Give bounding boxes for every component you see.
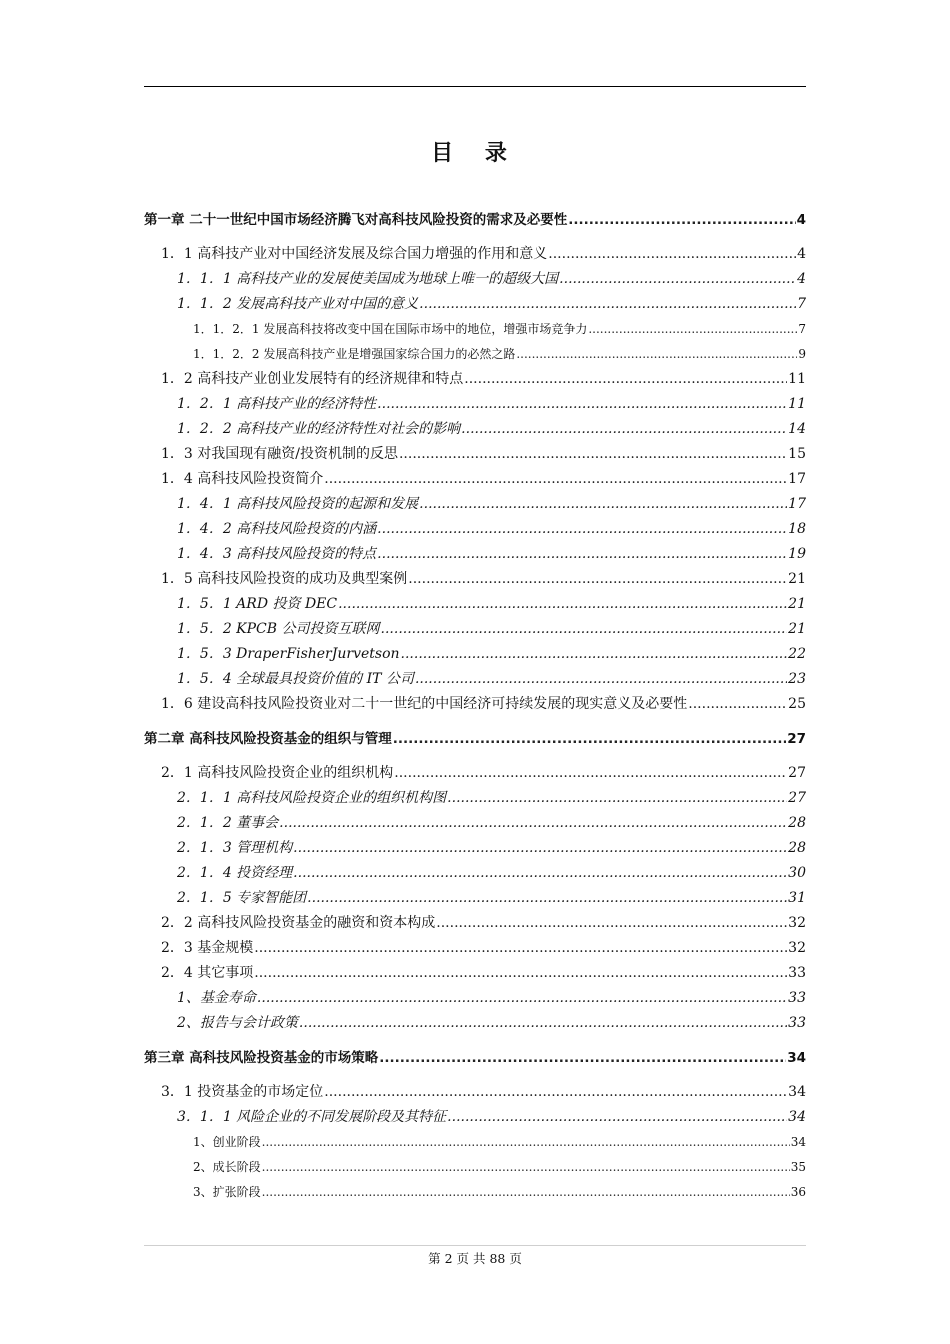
- toc-dot-leader: [377, 517, 787, 542]
- toc-entry-title: 第一章 二十一世纪中国市场经济腾飞对高科技风险投资的需求及必要性: [144, 212, 568, 228]
- toc-dot-leader: [338, 592, 787, 617]
- toc-entry[interactable]: [144, 1080, 806, 1105]
- toc-entry[interactable]: [144, 592, 806, 617]
- toc-page-number: 27: [788, 765, 806, 781]
- toc-page-number: 33: [788, 990, 806, 1006]
- toc-page-number: 33: [788, 965, 806, 981]
- toc-entry[interactable]: [144, 986, 806, 1011]
- toc-entry-title: 1．5．3 DraperFisherJurvetson: [177, 646, 400, 662]
- toc-entry-title: 1．5．4 全球最具投资价值的 IT 公司: [177, 671, 414, 687]
- toc-dot-leader: [408, 567, 787, 592]
- toc-page-number: 34: [788, 1084, 806, 1100]
- toc-entry[interactable]: [144, 1011, 806, 1036]
- toc-entry[interactable]: [144, 392, 806, 417]
- toc-page-number: 35: [790, 1160, 806, 1174]
- toc-entry[interactable]: [144, 811, 806, 836]
- toc-entry[interactable]: [144, 1180, 806, 1205]
- toc-dot-leader: [262, 1180, 790, 1205]
- toc-dot-leader: [254, 961, 787, 986]
- toc-entry[interactable]: [144, 1130, 806, 1155]
- toc-page-number: 11: [788, 396, 806, 412]
- toc-entry-title: 3．1．1 风险企业的不同发展阶段及其特征: [177, 1109, 447, 1125]
- toc-dot-leader: [415, 667, 787, 692]
- toc-entry[interactable]: [144, 1155, 806, 1180]
- toc-entry-title: 1．2 高科技产业创业发展特有的经济规律和特点: [161, 371, 464, 387]
- toc-entry-title: 1．5．2 KPCB 公司投资互联网: [177, 621, 380, 637]
- toc-entry-title: 1、基金寿命: [177, 990, 256, 1006]
- toc-entry[interactable]: [144, 517, 806, 542]
- toc-page-number: 11: [788, 371, 806, 387]
- toc-entry-title: 1．5 高科技风险投资的成功及典型案例: [161, 571, 408, 587]
- toc-page-number: 33: [788, 1015, 806, 1031]
- toc-entry-title: 1．3 对我国现有融资/投资机制的反思: [161, 446, 398, 462]
- toc-page-number: 9: [798, 347, 806, 361]
- toc-page-number: 32: [788, 915, 806, 931]
- toc-entry[interactable]: [144, 936, 806, 961]
- toc-entry[interactable]: [144, 761, 806, 786]
- toc-entry[interactable]: [144, 911, 806, 936]
- toc-page-number: 34: [788, 1109, 806, 1125]
- toc-entry-title: 1．2．1 高科技产业的经济特性: [177, 396, 377, 412]
- toc-entry-title: 2．1．1 高科技风险投资企业的组织机构图: [177, 790, 447, 806]
- toc-entry[interactable]: [144, 886, 806, 911]
- toc-dot-leader: [299, 1011, 787, 1036]
- toc-dot-leader: [447, 786, 787, 811]
- toc-page-number: 19: [788, 546, 806, 562]
- toc-dot-leader: [588, 317, 797, 342]
- toc-dot-leader: [262, 1155, 790, 1180]
- toc-entry-title: 1、创业阶段: [193, 1135, 261, 1149]
- toc-entry[interactable]: [144, 667, 806, 692]
- toc-entry-title: 2、报告与会计政策: [177, 1015, 298, 1031]
- toc-page-number: 7: [797, 296, 806, 312]
- toc-entry[interactable]: [144, 442, 806, 467]
- toc-entry-title: 1．1．2．2 发展高科技产业是增强国家综合国力的必然之路: [193, 347, 516, 361]
- header-rule: [144, 86, 806, 87]
- toc-page-number: 17: [788, 496, 806, 512]
- toc-entry[interactable]: [144, 642, 806, 667]
- toc-page-number: 14: [788, 421, 806, 437]
- toc-entry[interactable]: [144, 467, 806, 492]
- toc-entry-title: 2．3 基金规模: [161, 940, 254, 956]
- toc-dot-leader: [293, 836, 787, 861]
- toc-entry-title: 3．1 投资基金的市场定位: [161, 1084, 324, 1100]
- toc-dot-leader: [377, 542, 787, 567]
- toc-entry-title: 第三章 高科技风险投资基金的市场策略: [144, 1050, 379, 1066]
- toc-dot-leader: [399, 442, 787, 467]
- toc-page-number: 36: [790, 1185, 806, 1199]
- toc-entry-title: 1．1 高科技产业对中国经济发展及综合国力增强的作用和意义: [161, 246, 548, 262]
- toc-dot-leader: [307, 886, 787, 911]
- toc-page-number: 21: [788, 571, 806, 587]
- toc-page-number: 30: [788, 865, 806, 881]
- toc-entry[interactable]: [144, 492, 806, 517]
- toc-entry-title: 3、扩张阶段: [193, 1185, 261, 1199]
- toc-page-number: 32: [788, 940, 806, 956]
- toc-page-number: 31: [788, 890, 806, 906]
- toc-entry[interactable]: [144, 786, 806, 811]
- toc-page-number: 17: [788, 471, 806, 487]
- toc-page-number: 4: [797, 246, 806, 262]
- toc-dot-leader: [548, 242, 796, 267]
- toc-entry[interactable]: [144, 342, 806, 367]
- toc-dot-leader: [393, 727, 787, 751]
- toc-page-number: 18: [788, 521, 806, 537]
- toc-entry[interactable]: [144, 242, 806, 267]
- toc-entry[interactable]: [144, 567, 806, 592]
- toc-entry-title: 1．2．2 高科技产业的经济特性对社会的影响: [177, 421, 461, 437]
- toc-dot-leader: [559, 267, 796, 292]
- toc-page-number: 22: [788, 646, 806, 662]
- toc-dot-leader: [568, 208, 795, 232]
- toc-entry[interactable]: [144, 292, 806, 317]
- toc-dot-leader: [688, 692, 787, 717]
- toc-dot-leader: [381, 617, 788, 642]
- toc-dot-leader: [394, 761, 787, 786]
- toc-entry-title: 2．1．4 投资经理: [177, 865, 293, 881]
- toc-entry-title: 2．1．3 管理机构: [177, 840, 293, 856]
- toc-dot-leader: [379, 1046, 786, 1070]
- toc-entry-title: 2．4 其它事项: [161, 965, 254, 981]
- toc-dot-leader: [516, 342, 797, 367]
- toc-entry[interactable]: [144, 367, 806, 392]
- toc-entry-title: 1．1．1 高科技产业的发展使美国成为地球上唯一的超级大国: [177, 271, 559, 287]
- toc-entry[interactable]: [144, 417, 806, 442]
- footer-rule: [144, 1245, 806, 1246]
- toc-dot-leader: [377, 392, 787, 417]
- toc-entry-title: 2．1．2 董事会: [177, 815, 279, 831]
- toc-dot-leader: [461, 417, 787, 442]
- toc-entry-title: 2．1．5 专家智能团: [177, 890, 307, 906]
- toc-dot-leader: [436, 911, 787, 936]
- toc-entry[interactable]: [144, 961, 806, 986]
- toc-dot-leader: [464, 367, 787, 392]
- toc-entry[interactable]: [144, 617, 806, 642]
- toc-chapter-entry[interactable]: [144, 208, 806, 232]
- toc-entry-title: 2．2 高科技风险投资基金的融资和资本构成: [161, 915, 436, 931]
- toc-entry-title: 第二章 高科技风险投资基金的组织与管理: [144, 731, 392, 747]
- toc-entry-title: 1．1．2 发展高科技产业对中国的意义: [177, 296, 419, 312]
- toc-chapter-entry[interactable]: [144, 1046, 806, 1070]
- toc-page-number: 25: [788, 696, 806, 712]
- toc-entry-title: 1．4．3 高科技风险投资的特点: [177, 546, 377, 562]
- toc-dot-leader: [419, 492, 787, 517]
- toc-dot-leader: [447, 1105, 787, 1130]
- toc-page-number: 34: [787, 1050, 806, 1066]
- toc-entry[interactable]: [144, 317, 806, 342]
- toc-entry[interactable]: [144, 542, 806, 567]
- toc-entry[interactable]: [144, 836, 806, 861]
- toc-dot-leader: [401, 642, 788, 667]
- toc-page-number: 34: [790, 1135, 806, 1149]
- toc-entry[interactable]: [144, 692, 806, 717]
- toc-dot-leader: [324, 467, 787, 492]
- toc-entry-title: 1．4 高科技风险投资简介: [161, 471, 324, 487]
- toc-page-number: 23: [788, 671, 806, 687]
- toc-dot-leader: [293, 861, 787, 886]
- toc-page-number: 15: [788, 446, 806, 462]
- toc-page-number: 21: [788, 596, 806, 612]
- page-footer: 第 2 页 共 88 页: [428, 1251, 522, 1266]
- toc-page-number: 7: [798, 322, 806, 336]
- toc-dot-leader: [279, 811, 787, 836]
- toc-entry-title: 1．1．2．1 发展高科技将改变中国在国际市场中的地位，增强市场竞争力: [193, 322, 588, 336]
- toc-dot-leader: [419, 292, 796, 317]
- table-of-contents: [144, 208, 806, 1205]
- toc-page-number: 21: [788, 621, 806, 637]
- toc-page-number: 4: [796, 212, 806, 228]
- toc-dot-leader: [324, 1080, 787, 1105]
- toc-entry-title: 1．5．1 ARD 投资 DEC: [177, 596, 338, 612]
- toc-entry[interactable]: [144, 267, 806, 292]
- toc-entry[interactable]: [144, 1105, 806, 1130]
- toc-entry-title: 2、成长阶段: [193, 1160, 261, 1174]
- toc-page-number: 27: [787, 731, 806, 747]
- toc-chapter-entry[interactable]: [144, 727, 806, 751]
- toc-entry-title: 1．4．2 高科技风险投资的内涵: [177, 521, 377, 537]
- toc-page-number: 27: [788, 790, 806, 806]
- toc-page-number: 28: [788, 840, 806, 856]
- toc-page-number: 4: [797, 271, 806, 287]
- toc-dot-leader: [257, 986, 787, 1011]
- toc-entry-title: 1．4．1 高科技风险投资的起源和发展: [177, 496, 419, 512]
- toc-entry[interactable]: [144, 861, 806, 886]
- toc-dot-leader: [262, 1130, 790, 1155]
- toc-entry-title: 2．1 高科技风险投资企业的组织机构: [161, 765, 394, 781]
- page-title: 目 录: [431, 140, 519, 166]
- toc-page-number: 28: [788, 815, 806, 831]
- toc-entry-title: 1．6 建设高科技风险投资业对二十一世纪的中国经济可持续发展的现实意义及必要性: [161, 696, 688, 712]
- toc-dot-leader: [254, 936, 787, 961]
